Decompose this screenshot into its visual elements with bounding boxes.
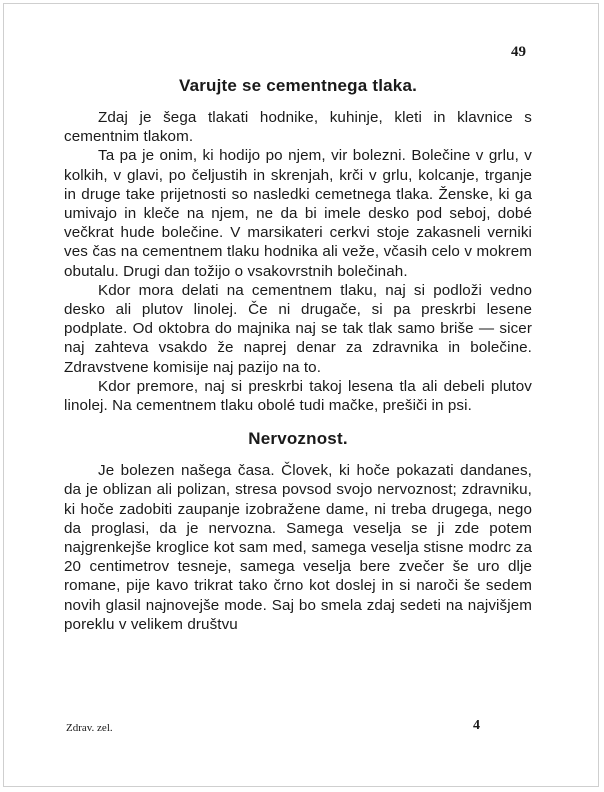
- paragraph: Kdor mora delati na cementnem tlaku, naj si podloži vedno desko ali plutov linolej. Če ni drugače, si pa preskrbi lesene podplate. Od oktobra do majnika naj se tak tlak samo briše — sicer naj zahteva vsakdo že naprej denar za zdravnika in bolečine. Zdravstvene komisije naj pazijo na to.: [64, 281, 532, 376]
- page-number: 49: [511, 44, 526, 60]
- section-title: Nervoznost.: [248, 429, 348, 449]
- footer-signature: Zdrav. zel.: [66, 722, 113, 734]
- paragraph: Je bolezen našega časa. Človek, ki hoče pokazati dandanes, da je oblizan ali polizan, stresa povsod svojo nervoznost; zdravniku, ki hoče zadobiti zaupanje izobražene dame, ni treba drugega, nego da proglasi, da je nervozna. Samega veselja se ji zde potem najgrenkejše kroglice kot sam med, samega veselja stisne modrc za 20 centimetrov tesneje, samega veselja bere zvečer še uro dlje romane, pije kavo trikrat tako črno kot doslej in si naroči še sedem novih glasil najnovejše mode. Saj bo smela zdaj sedeti na najvišjem poreklu v velikem društvu: [64, 462, 532, 633]
- document-page: [3, 3, 599, 787]
- footer-sheet-number: 4: [473, 718, 480, 733]
- paragraph: Zdaj je šega tlakati hodnike, kuhinje, kleti in klavnice s cementnim tlakom.: [64, 109, 532, 146]
- page-content: [64, 76, 532, 634]
- paragraph: Ta pa je onim, ki hodijo po njem, vir bolezni. Bolečine v grlu, v kolkih, v glavi, po čeljustih in skrenjah, krči v grlu, kolcanje, trganje in druge take prijetnosti so nasledki cemetnega tlaka. Ženske, ki ga umivajo in kleče na njem, ne da bi imele desko pod seboj, dobé večkrat hude bolečine. V marsikateri cerkvi stoje zakasneli verniki ves čas na cementnem tlaku hodnika ali veže, včasih celo v mokrem obutalu. Drugi dan tožijo o vsakovrstnih bolečinah.: [64, 147, 532, 280]
- section-title: Varujte se cementnega tlaka.: [178, 76, 418, 95]
- paragraph: Kdor premore, naj si preskrbi takoj lesena tla ali debeli plutov linolej. Na cementnem tlaku obolé tudi mačke, prešiči in psi.: [64, 377, 532, 415]
